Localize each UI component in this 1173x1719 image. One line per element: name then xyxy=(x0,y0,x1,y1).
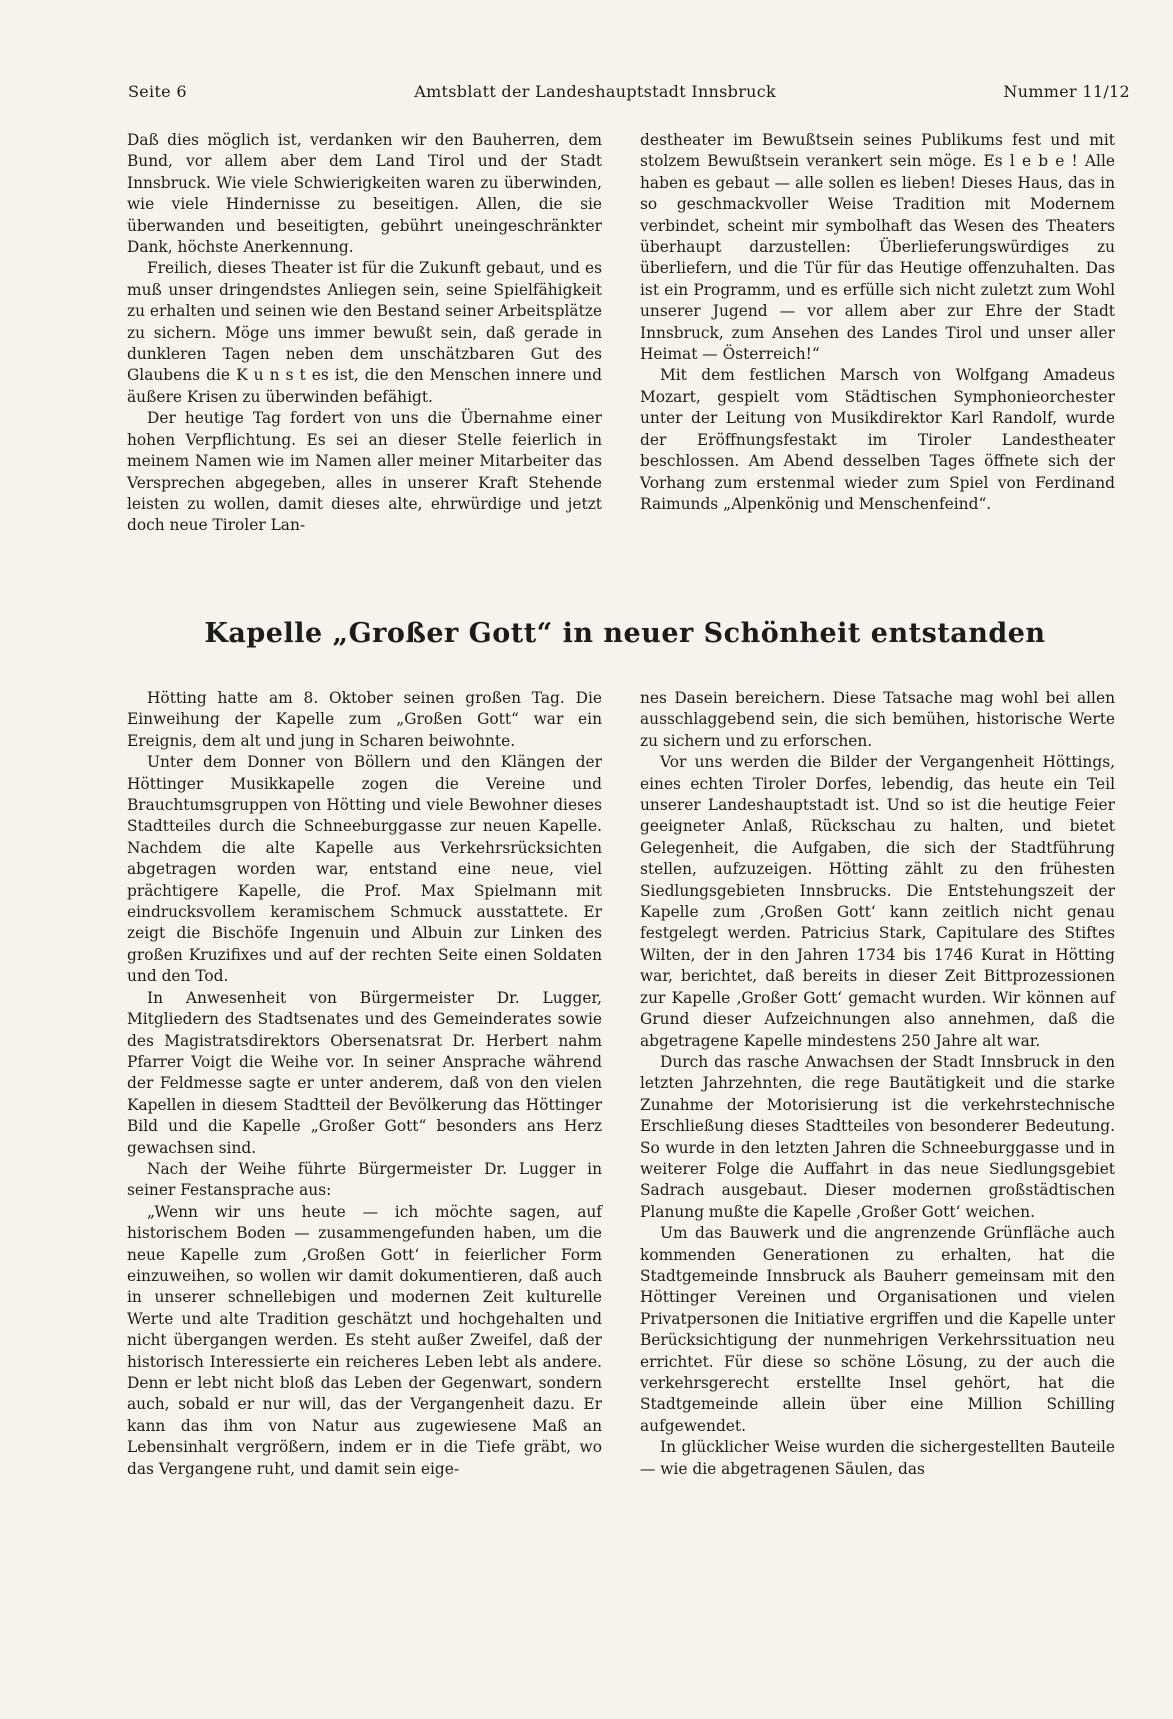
paragraph: Um das Bauwerk und die angrenzende Grünfläche auch kommenden Generationen zu erhalten, hat die Stadtgemeinde Innsbruck als Bauherr gemeinsam mit den Höttinger Vereinen und Organisationen und vielen Privatpersonen die Initiative ergriffen und die Kapelle unter Berücksichtigung der nunmehrigen Verkehrssituation neu errichtet. Für diese so schöne Lösung, zu der auch die verkehrsgerecht erstellte Insel gehört, hat die Stadtgemeinde allein über eine Million Schilling aufgewendet. xyxy=(640,1224,1115,1435)
paragraph: Unter dem Donner von Böllern und den Klängen der Höttinger Musikkapelle zogen die Vereine und Brauchtumsgruppen von Hötting und viele Bewohner dieses Stadtteiles durch die Schneeburggasse zur neuen Kapelle. Nachdem die alte Kapelle aus Verkehrsrücksichten abgetragen worden war, entstand eine neue, viel prächtigere Kapelle, die Prof. Max Spielmann mit eindrucksvollem keramischem Schmuck ausstattete. Er zeigt die Bischöfe Ingenuin und Albuin zur Linken des großen Kruzifixes und auf der rechten Seite einen Soldaten und den Tod. xyxy=(127,753,602,986)
paragraph: nes Dasein bereichern. Diese Tatsache mag wohl bei allen ausschlaggebend sein, die sich bemühen, historische Werte zu sichern und zu erforschen. xyxy=(640,689,1115,750)
article-column-bottom-left xyxy=(127,688,602,1480)
issue-number: Nummer 11/12 xyxy=(1003,82,1130,101)
paragraph: Hötting hatte am 8. Oktober seinen großen Tag. Die Einweihung der Kapelle zum „Großen Gott“ war ein Ereignis, dem alt und jung in Scharen beiwohnte. xyxy=(127,689,602,750)
paragraph: In Anwesenheit von Bürgermeister Dr. Lugger, Mitgliedern des Stadtsenates und des Gemeinderates sowie des Magistratsdirektors Obersenatsrat Dr. Herbert nahm Pfarrer Voigt die Weihe vor. In seiner Ansprache während der Feldmesse sagte er unter anderem, daß von den vielen Kapellen in diesem Stadtteil der Bevölkerung das Höttinger Bild und die Kapelle „Großer Gott“ besonders ans Herz gewachsen sind. xyxy=(127,988,602,1157)
publication-title: Amtsblatt der Landeshauptstadt Innsbruck xyxy=(414,82,777,101)
paragraph: Daß dies möglich ist, verdanken wir den Bauherren, dem Bund, vor allem aber dem Land Tirol und der Stadt Innsbruck. Wie viele Schwierigkeiten waren zu überwinden, wie viele Hindernisse zu beseitigen. Allen, die sie überwanden und beseitigten, gebührt uneingeschränkter Dank, höchste Anerkennung. xyxy=(127,131,602,257)
paragraph: Der heutige Tag fordert von uns die Übernahme einer hohen Verpflichtung. Es sei an dieser Stelle feierlich in meinem Namen wie im Namen aller meiner Mitarbeiter das Versprechen abgegeben, alles in unserer Kraft Stehende leisten zu wollen, damit dieses alte, ehrwürdige und jetzt doch neue Tiroler Lan- xyxy=(127,409,602,535)
paragraph: Mit dem festlichen Marsch von Wolfgang Amadeus Mozart, gespielt vom Städtischen Symphonieorchester unter der Leitung von Musikdirektor Karl Randolf, wurde der Eröffnungsfestakt im Tiroler Landestheater beschlossen. Am Abend desselben Tages öffnete sich der Vorhang zum erstenmal wieder zum Spiel von Ferdinand Raimunds „Alpenkönig und Menschenfeind“. xyxy=(640,366,1115,513)
paragraph: „Wenn wir uns heute — ich möchte sagen, auf historischem Boden — zusammengefunden haben, um die neue Kapelle zum ‚Großen Gott‘ in feierlicher Form einzuweihen, so wollen wir damit dokumentieren, daß auch in unserer schnellebigen und modernen Zeit kulturelle Werte und alte Tradition geschätzt und hochgehalten und nicht übergangen werden. Es steht außer Zweifel, daß der historisch Interessierte ein reicheres Leben lebt als andere. Denn er lebt nicht bloß das Leben der Gegenwart, sondern auch, sobald er nur will, das der Vergangenheit dazu. Er kann das ihm von Natur aus zugewiesene Maß an Lebensinhalt vergrößern, indem er in die Tiefe gräbt, wo das Vergangene ruht, und damit sein eige- xyxy=(127,1202,602,1478)
paragraph: Vor uns werden die Bilder der Vergangenheit Höttings, eines echten Tiroler Dorfes, lebendig, das heute ein Teil unserer Landeshauptstadt ist. Und so ist die heutige Feier geeigneter Anlaß, Rückschau zu halten, und bietet Gelegenheit, die Aufgaben, die sich der Stadtführung stellen, aufzuzeigen. Hötting zählt zu den frühesten Siedlungsgebieten Innsbrucks. Die Entstehungszeit der Kapelle zum ‚Großen Gott‘ kann zeitlich nicht genau festgelegt werden. Patricius Stark, Capitulare des Stiftes Wilten, der in den Jahren 1734 bis 1746 Kurat in Hötting war, berichtet, daß bereits in dieser Zeit Bittprozessionen zur Kapelle ‚Großer Gott‘ gemacht wurden. Wir können auf Grund dieser Aufzeichnungen also annehmen, daß die abgetragene Kapelle mindestens 250 Jahre alt war. xyxy=(640,753,1115,1050)
page-number: Seite 6 xyxy=(128,82,187,101)
article-column-top-left xyxy=(127,130,602,537)
paragraph: Durch das rasche Anwachsen der Stadt Innsbruck in den letzten Jahrzehnten, die rege Bautätigkeit und die starke Zunahme der Motorisierung ist die verkehrstechnische Erschließung dieses Stadtteiles von besonderer Bedeutung. So wurde in den letzten Jahren die Schneeburggasse und in weiterer Folge die Auffahrt in das neue Siedlungsgebiet Sadrach ausgebaut. Dieser modernen großstädtischen Planung mußte die Kapelle ‚Großer Gott‘ weichen. xyxy=(640,1052,1115,1221)
paragraph: Nach der Weihe führte Bürgermeister Dr. Lugger in seiner Festansprache aus: xyxy=(127,1159,602,1200)
article-column-top-right xyxy=(640,130,1115,515)
paragraph: In glücklicher Weise wurden die sichergestellten Bauteile — wie die abgetragenen Säulen, das xyxy=(640,1438,1115,1478)
paragraph: destheater im Bewußtsein seines Publikums fest und mit stolzem Bewußtsein verankert sein möge. Es l e b e ! Alle haben es gebaut — alle sollen es lieben! Dieses Haus, das in so geschmackvoller Weise Tradition mit Modernem verbindet, scheint mir symbolhaft das Wesen des Theaters überhaupt darzustellen: Überlieferungswürdiges zu überliefern, und die Tür für das Heutige offenzuhalten. Das ist ein Programm, und es erfülle sich nicht zuletzt zum Wohl unserer Jugend — vor allem aber zur Ehre der Stadt Innsbruck, zum Ansehen des Landes Tirol und unser aller Heimat — Österreich!“ xyxy=(640,131,1115,364)
article-column-bottom-right xyxy=(640,688,1115,1480)
article-headline: Kapelle „Großer Gott“ in neuer Schönheit entstanden xyxy=(204,618,1046,649)
page-header xyxy=(128,82,1130,101)
paragraph: Freilich, dieses Theater ist für die Zukunft gebaut, und es muß unser dringendstes Anliegen sein, seine Spielfähigkeit zu erhalten und seinen wie den Bestand seiner Arbeitsplätze zu sichern. Möge uns immer bewußt sein, daß gerade in dunkleren Tagen neben dem unschätzbaren Gut des Glaubens die K u n s t es ist, die den Menschen innere und äußere Krisen zu überwinden befähigt. xyxy=(127,259,602,406)
